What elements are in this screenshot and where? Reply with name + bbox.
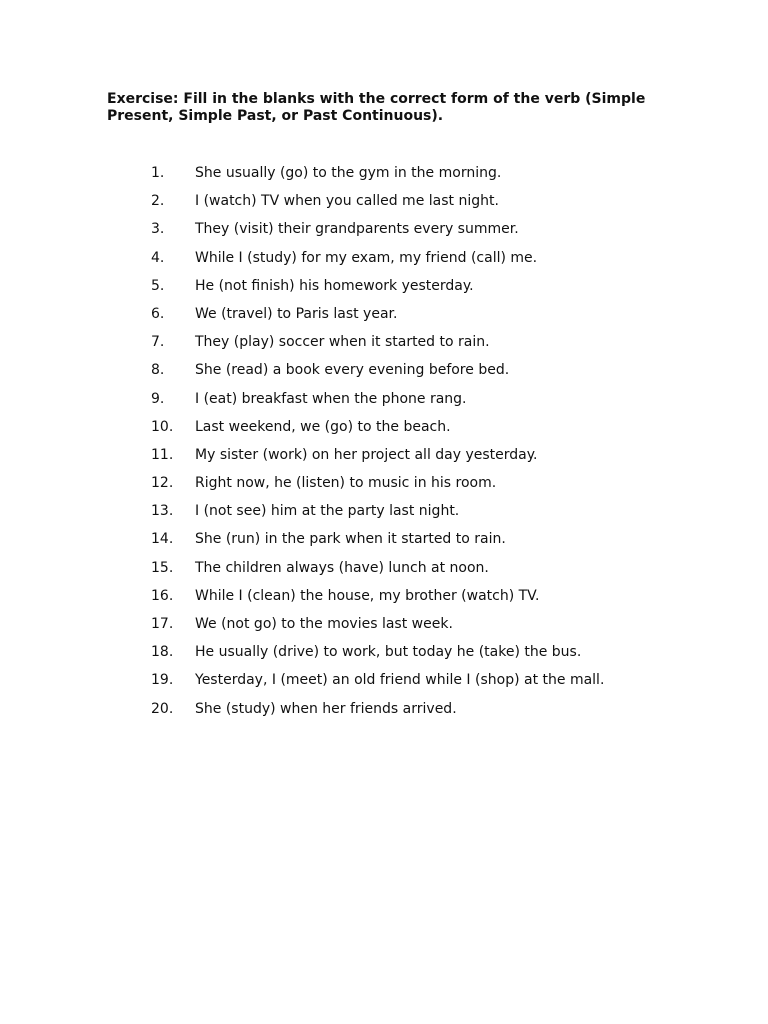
list-item (151, 475, 711, 503)
item-number: 19. (151, 672, 174, 689)
list-item (151, 447, 711, 475)
list-item (151, 672, 711, 700)
exercise-heading: Exercise: Fill in the blanks with the correct form of the verb (Simple Present, Simple Past, or Past Continuous). (107, 91, 646, 124)
list-item (151, 701, 711, 729)
item-text: She usually (go) to the gym in the morning. (195, 165, 502, 181)
item-text: She (read) a book every evening before bed. (195, 362, 510, 379)
item-text: He usually (drive) to work, but today he (take) the bus. (195, 644, 582, 661)
item-number: 4. (151, 249, 165, 266)
item-text: She (run) in the park when it started to rain. (195, 531, 506, 548)
item-number: 16. (151, 587, 174, 604)
item-number: 1. (151, 165, 165, 181)
item-text: We (travel) to Paris last year. (195, 305, 398, 322)
item-number: 13. (151, 503, 174, 520)
item-text: Yesterday, I (meet) an old friend while I (shop) at the mall. (195, 672, 605, 689)
list-item (151, 560, 711, 588)
item-text: We (not go) to the movies last week. (195, 616, 453, 632)
item-text: I (eat) breakfast when the phone rang. (195, 390, 467, 407)
item-text: He (not finish) his homework yesterday. (195, 277, 474, 294)
item-number: 8. (151, 362, 165, 379)
item-text: Right now, he (listen) to music in his room. (195, 475, 497, 492)
list-item (151, 193, 711, 221)
item-text: While I (clean) the house, my brother (watch) TV. (195, 587, 540, 604)
list-item (151, 391, 711, 419)
item-text: I (watch) TV when you called me last night. (195, 193, 499, 210)
exercise-list (151, 165, 711, 729)
list-item (151, 531, 711, 559)
item-number: 7. (151, 334, 165, 351)
list-item (151, 616, 711, 644)
list-item (151, 250, 711, 278)
item-text: While I (study) for my exam, my friend (call) me. (195, 249, 538, 266)
list-item (151, 644, 711, 672)
list-item (151, 588, 711, 616)
list-item (151, 165, 711, 193)
item-number: 5. (151, 277, 165, 294)
item-number: 9. (151, 390, 165, 407)
item-text: They (play) soccer when it started to rain. (195, 334, 490, 351)
item-number: 11. (151, 446, 174, 463)
item-number: 15. (151, 559, 174, 576)
item-number: 10. (151, 418, 174, 435)
list-item (151, 334, 711, 362)
item-number: 3. (151, 221, 165, 238)
list-item (151, 503, 711, 531)
item-text: They (visit) their grandparents every summer. (195, 221, 519, 238)
list-item (151, 278, 711, 306)
item-number: 18. (151, 644, 174, 661)
item-number: 14. (151, 531, 174, 548)
item-text: Last weekend, we (go) to the beach. (195, 418, 451, 435)
list-item (151, 419, 711, 447)
item-number: 12. (151, 475, 174, 492)
item-text: The children always (have) lunch at noon. (195, 559, 489, 576)
item-text: She (study) when her friends arrived. (195, 700, 457, 717)
list-item (151, 306, 711, 334)
list-item (151, 362, 711, 390)
item-number: 6. (151, 305, 165, 322)
item-number: 2. (151, 193, 165, 210)
item-number: 20. (151, 700, 174, 717)
item-text: I (not see) him at the party last night. (195, 503, 460, 520)
item-number: 17. (151, 616, 174, 632)
item-text: My sister (work) on her project all day yesterday. (195, 446, 538, 463)
list-item (151, 221, 711, 249)
